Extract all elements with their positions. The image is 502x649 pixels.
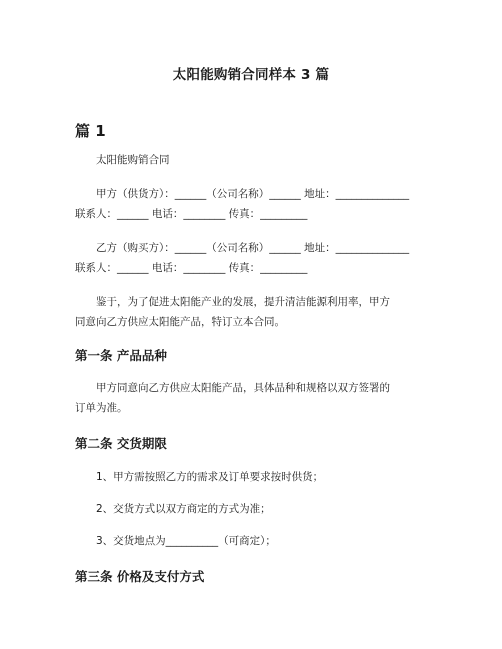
article-2-item-3-text: 3、交货地点为__________（可商定）； — [96, 535, 276, 547]
article-2-item-1 — [75, 467, 435, 487]
contract-name — [75, 150, 435, 170]
article-3-heading: 第三条 价格及支付方式 — [75, 569, 205, 584]
article-1-line-1: 甲方同意向乙方供应太阳能产品，具体品种和规格以双方签署的 — [96, 382, 390, 394]
party-a-line-1: 甲方（供货方）：______（公司名称）______ 地址：______________ — [96, 188, 410, 200]
party-b-block — [75, 238, 435, 278]
party-b-line-1: 乙方（购买方）：______（公司名称）______ 地址：______________ — [96, 242, 410, 254]
contract-name-text: 太阳能购销合同 — [96, 154, 170, 166]
document-title: 太阳能购销合同样本 3 篇 — [172, 67, 330, 83]
article-2-item-2 — [75, 499, 435, 519]
part-heading: 篇 1 — [75, 122, 106, 140]
party-a-line-2: 联系人：______ 电话：________ 传真：_________ — [75, 208, 308, 220]
article-2-item-2-text: 2、交货方式以双方商定的方式为准； — [96, 503, 271, 515]
party-a-block — [75, 184, 435, 224]
article-2-heading: 第二条 交货期限 — [75, 436, 167, 451]
article-1-line-2: 订单为准。 — [75, 402, 128, 414]
preamble-line-1: 鉴于，为了促进太阳能产业的发展，提升清洁能源利用率，甲方 — [96, 296, 390, 308]
preamble-line-2: 同意向乙方供应太阳能产品，特订立本合同。 — [75, 316, 285, 328]
article-2-item-3 — [75, 531, 435, 551]
article-2-item-1-text: 1、甲方需按照乙方的需求及订单要求按时供货； — [96, 471, 324, 483]
article-1-body — [75, 378, 435, 418]
article-1-heading: 第一条 产品品种 — [75, 348, 167, 363]
preamble-block — [75, 292, 435, 332]
party-b-line-2: 联系人：______ 电话：________ 传真：_________ — [75, 262, 308, 274]
